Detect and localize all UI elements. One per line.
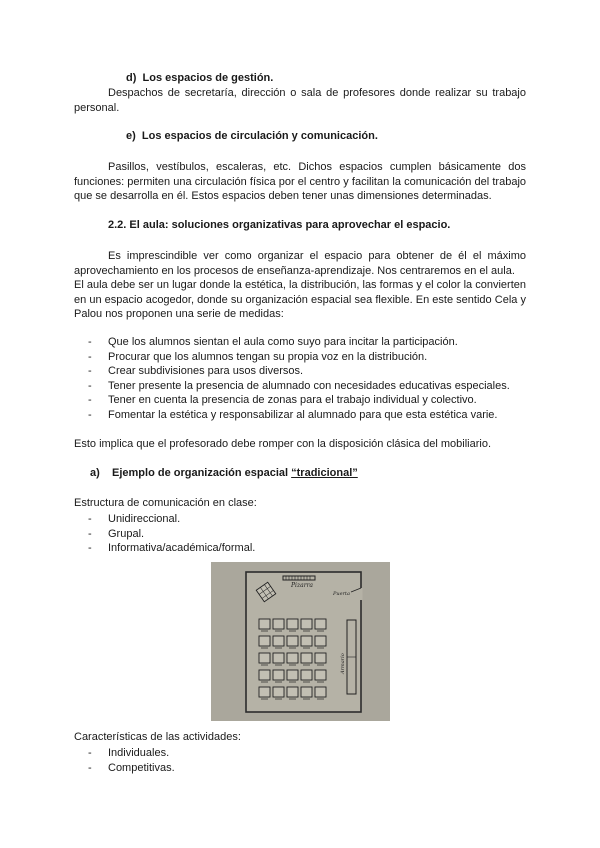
list-item-text: Individuales. (108, 747, 170, 759)
list-dash: - (88, 747, 92, 759)
list-dash: - (88, 408, 92, 421)
list-dash: - (88, 761, 92, 774)
section-e-heading (126, 130, 378, 142)
section-d-heading (126, 72, 273, 84)
list-item (88, 350, 510, 365)
list-dash: - (88, 542, 92, 555)
list-item-text: Competitivas. (108, 761, 175, 774)
medidas-list (88, 335, 510, 423)
list-item (88, 379, 510, 394)
aula-paragraph-2: El aula debe ser un lugar donde la estética, la distribución, las formas y el color la convierten en un espacio acogedor, donde su organización espacial sea flexible. En este sentido Cela y Palou nos proponen una serie de medidas: (74, 279, 526, 321)
list-item-text: Que los alumnos sientan el aula como suyo para incitar la participación. (108, 336, 458, 348)
section-e-marker: e) (126, 130, 136, 142)
aula-heading: 2.2. El aula: soluciones organizativas para aprovechar el espacio. (108, 219, 451, 231)
list-item-text: Informativa/académica/formal. (108, 542, 256, 555)
section-e-body: Pasillos, vestíbulos, escaleras, etc. Dichos espacios cumplen básicamente dos funciones: permiten una circulación física por el centro y facilitan la comunicación del trabajo que se desarrolla en él. Estos espacios deben tener unas dimensiones determinadas. (74, 161, 526, 203)
list-item (88, 746, 175, 761)
section-d-marker: d) (126, 72, 137, 84)
list-item-text: Fomentar la estética y responsabilizar al alumnado para que esta estética varie. (108, 408, 498, 421)
section-e-title: Los espacios de circulación y comunicación. (141, 130, 378, 142)
list-item (88, 335, 510, 350)
list-item-text: Unidireccional. (108, 513, 181, 525)
classroom-plan-photo (211, 562, 390, 721)
list-item (88, 393, 510, 408)
ejemplo-title: Ejemplo de organización espacial (112, 467, 292, 479)
estructura-label: Estructura de comunicación en clase: (74, 497, 257, 509)
section-d-title: Los espacios de gestión. (142, 72, 274, 84)
list-dash: - (88, 365, 92, 378)
section-d-body: Despachos de secretaría, dirección o sala de profesores donde realizar su trabajo personal. (74, 87, 526, 114)
classroom-plan-drawing (211, 562, 390, 721)
list-dash: - (88, 394, 92, 407)
caracteristicas-label: Características de las actividades: (74, 731, 241, 743)
label-puerta: Puerta (333, 591, 350, 597)
list-item-text: Procurar que los alumnos tengan su propia voz en la distribución. (108, 350, 428, 363)
list-item-text: Crear subdivisiones para usos diversos. (108, 365, 304, 378)
list-item (88, 364, 510, 379)
list-item (88, 512, 255, 527)
list-item-text: Tener en cuenta la presencia de zonas para el trabajo individual y colectivo. (108, 394, 477, 407)
ejemplo-title-quoted: “tradicional” (291, 467, 358, 479)
list-dash: - (88, 350, 92, 363)
list-item-text: Tener presente la presencia de alumnado con necesidades educativas especiales. (108, 379, 510, 392)
aula-paragraph-1: Es imprescindible ver como organizar el espacio para obtener de él el máximo aprovechamiento en los procesos de enseñanza-aprendizaje. Nos centraremos en el aula. (74, 250, 526, 277)
list-dash: - (88, 336, 92, 348)
list-dash: - (88, 513, 92, 525)
ejemplo-heading (90, 467, 358, 479)
list-item (88, 761, 175, 776)
ejemplo-marker: a) (90, 467, 100, 479)
list-item (88, 541, 255, 556)
list-dash: - (88, 527, 92, 540)
list-item (88, 408, 510, 423)
caracteristicas-list (88, 746, 175, 775)
estructura-list (88, 512, 255, 556)
list-item (88, 527, 255, 542)
aula-conclusion: Esto implica que el profesorado debe romper con la disposición clásica del mobiliario. (74, 438, 491, 450)
list-dash: - (88, 379, 92, 392)
label-armario: Armario (340, 653, 346, 674)
list-item-text: Grupal. (108, 527, 145, 540)
label-pizarra: Pizarra (291, 582, 314, 589)
